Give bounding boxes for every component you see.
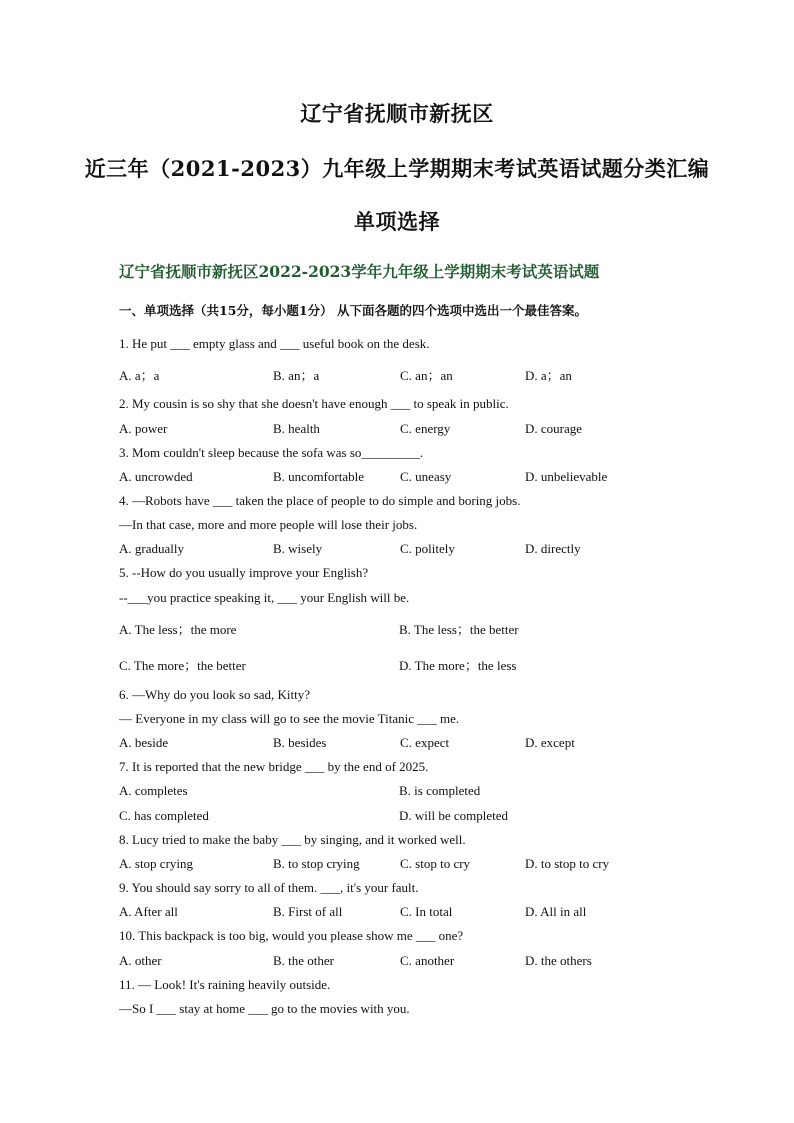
- option-d: D. courage: [525, 421, 583, 436]
- question-stem: 8. Lucy tried to make the baby ___ by singing, and it worked well.: [119, 832, 466, 847]
- option-d: D. the others: [525, 953, 592, 968]
- question-stem: 1. He put ___ empty glass and ___ useful book on the desk.: [119, 336, 430, 351]
- option-b: B. to stop crying: [273, 856, 360, 871]
- option-a: A. stop crying: [119, 856, 194, 871]
- question-stem: 2. My cousin is so shy that she doesn't have enough ___ to speak in public.: [119, 396, 509, 411]
- section-instructions: 一、单项选择（共15分，每小题1分） 从下面各题的四个选项中选出一个最佳答案。: [119, 303, 587, 318]
- option-d: D. to stop to cry: [525, 856, 610, 871]
- question-stem: 10. This backpack is too big, would you please show me ___ one?: [119, 928, 464, 943]
- option-a: A. uncrowded: [119, 469, 193, 484]
- option-d: D. directly: [525, 541, 581, 556]
- option-c: C. In total: [400, 904, 453, 919]
- option-b: B. is completed: [399, 783, 481, 798]
- option-c: C. another: [400, 953, 455, 968]
- question-stem: 5. --How do you usually improve your English?: [119, 565, 369, 580]
- option-a: A. The less；the more: [119, 622, 237, 637]
- option-b: B. besides: [273, 735, 327, 750]
- option-a: A. a；a: [119, 368, 160, 383]
- exam-source-heading: 辽宁省抚顺市新抚区2022-2023学年九年级上学期期末考试英语试题: [119, 262, 600, 281]
- doc-title-category: 单项选择: [354, 209, 440, 234]
- question-dialogue-line: — Everyone in my class will go to see the movie Titanic ___ me.: [119, 711, 460, 726]
- option-c: C. politely: [400, 541, 455, 556]
- option-d: D. All in all: [525, 904, 587, 919]
- option-a: A. After all: [119, 904, 178, 919]
- option-c: C. has completed: [119, 808, 209, 823]
- doc-title-region: 辽宁省抚顺市新抚区: [300, 101, 494, 126]
- question-stem: 6. —Why do you look so sad, Kitty?: [119, 687, 311, 702]
- doc-title-main: 近三年（2021-2023）九年级上学期期末考试英语试题分类汇编: [84, 156, 710, 181]
- option-a: A. completes: [119, 783, 188, 798]
- option-b: B. the other: [273, 953, 335, 968]
- question-stem: 11. — Look! It's raining heavily outside.: [119, 977, 331, 992]
- option-d: D. unbelievable: [525, 469, 608, 484]
- option-b: B. The less；the better: [399, 622, 519, 637]
- question-dialogue-line: —In that case, more and more people will lose their jobs.: [119, 517, 418, 532]
- option-c: C. uneasy: [400, 469, 452, 484]
- option-a: A. power: [119, 421, 168, 436]
- option-c: C. stop to cry: [400, 856, 471, 871]
- question-stem: 3. Mom couldn't sleep because the sofa was so_________.: [119, 445, 424, 460]
- option-a: A. gradually: [119, 541, 184, 556]
- question-stem: 7. It is reported that the new bridge ___ by the end of 2025.: [119, 759, 429, 774]
- option-b: B. uncomfortable: [273, 469, 364, 484]
- option-c: C. an；an: [400, 368, 453, 383]
- option-d: D. will be completed: [399, 808, 509, 823]
- option-a: A. other: [119, 953, 162, 968]
- question-dialogue-line: —So I ___ stay at home ___ go to the movies with you.: [119, 1001, 410, 1016]
- question-stem: 4. —Robots have ___ taken the place of people to do simple and boring jobs.: [119, 493, 521, 508]
- option-b: B. wisely: [273, 541, 323, 556]
- option-c: C. expect: [400, 735, 450, 750]
- option-a: A. beside: [119, 735, 169, 750]
- option-c: C. The more；the better: [119, 658, 246, 673]
- option-b: B. an；a: [273, 368, 320, 383]
- option-d: D. The more；the less: [399, 658, 517, 673]
- question-dialogue-line: --___you practice speaking it, ___ your English will be.: [119, 590, 410, 605]
- option-b: B. health: [273, 421, 320, 436]
- option-c: C. energy: [400, 421, 451, 436]
- option-d: D. a；an: [525, 368, 572, 383]
- option-b: B. First of all: [273, 904, 343, 919]
- question-stem: 9. You should say sorry to all of them. ___, it's your fault.: [119, 880, 419, 895]
- option-d: D. except: [525, 735, 575, 750]
